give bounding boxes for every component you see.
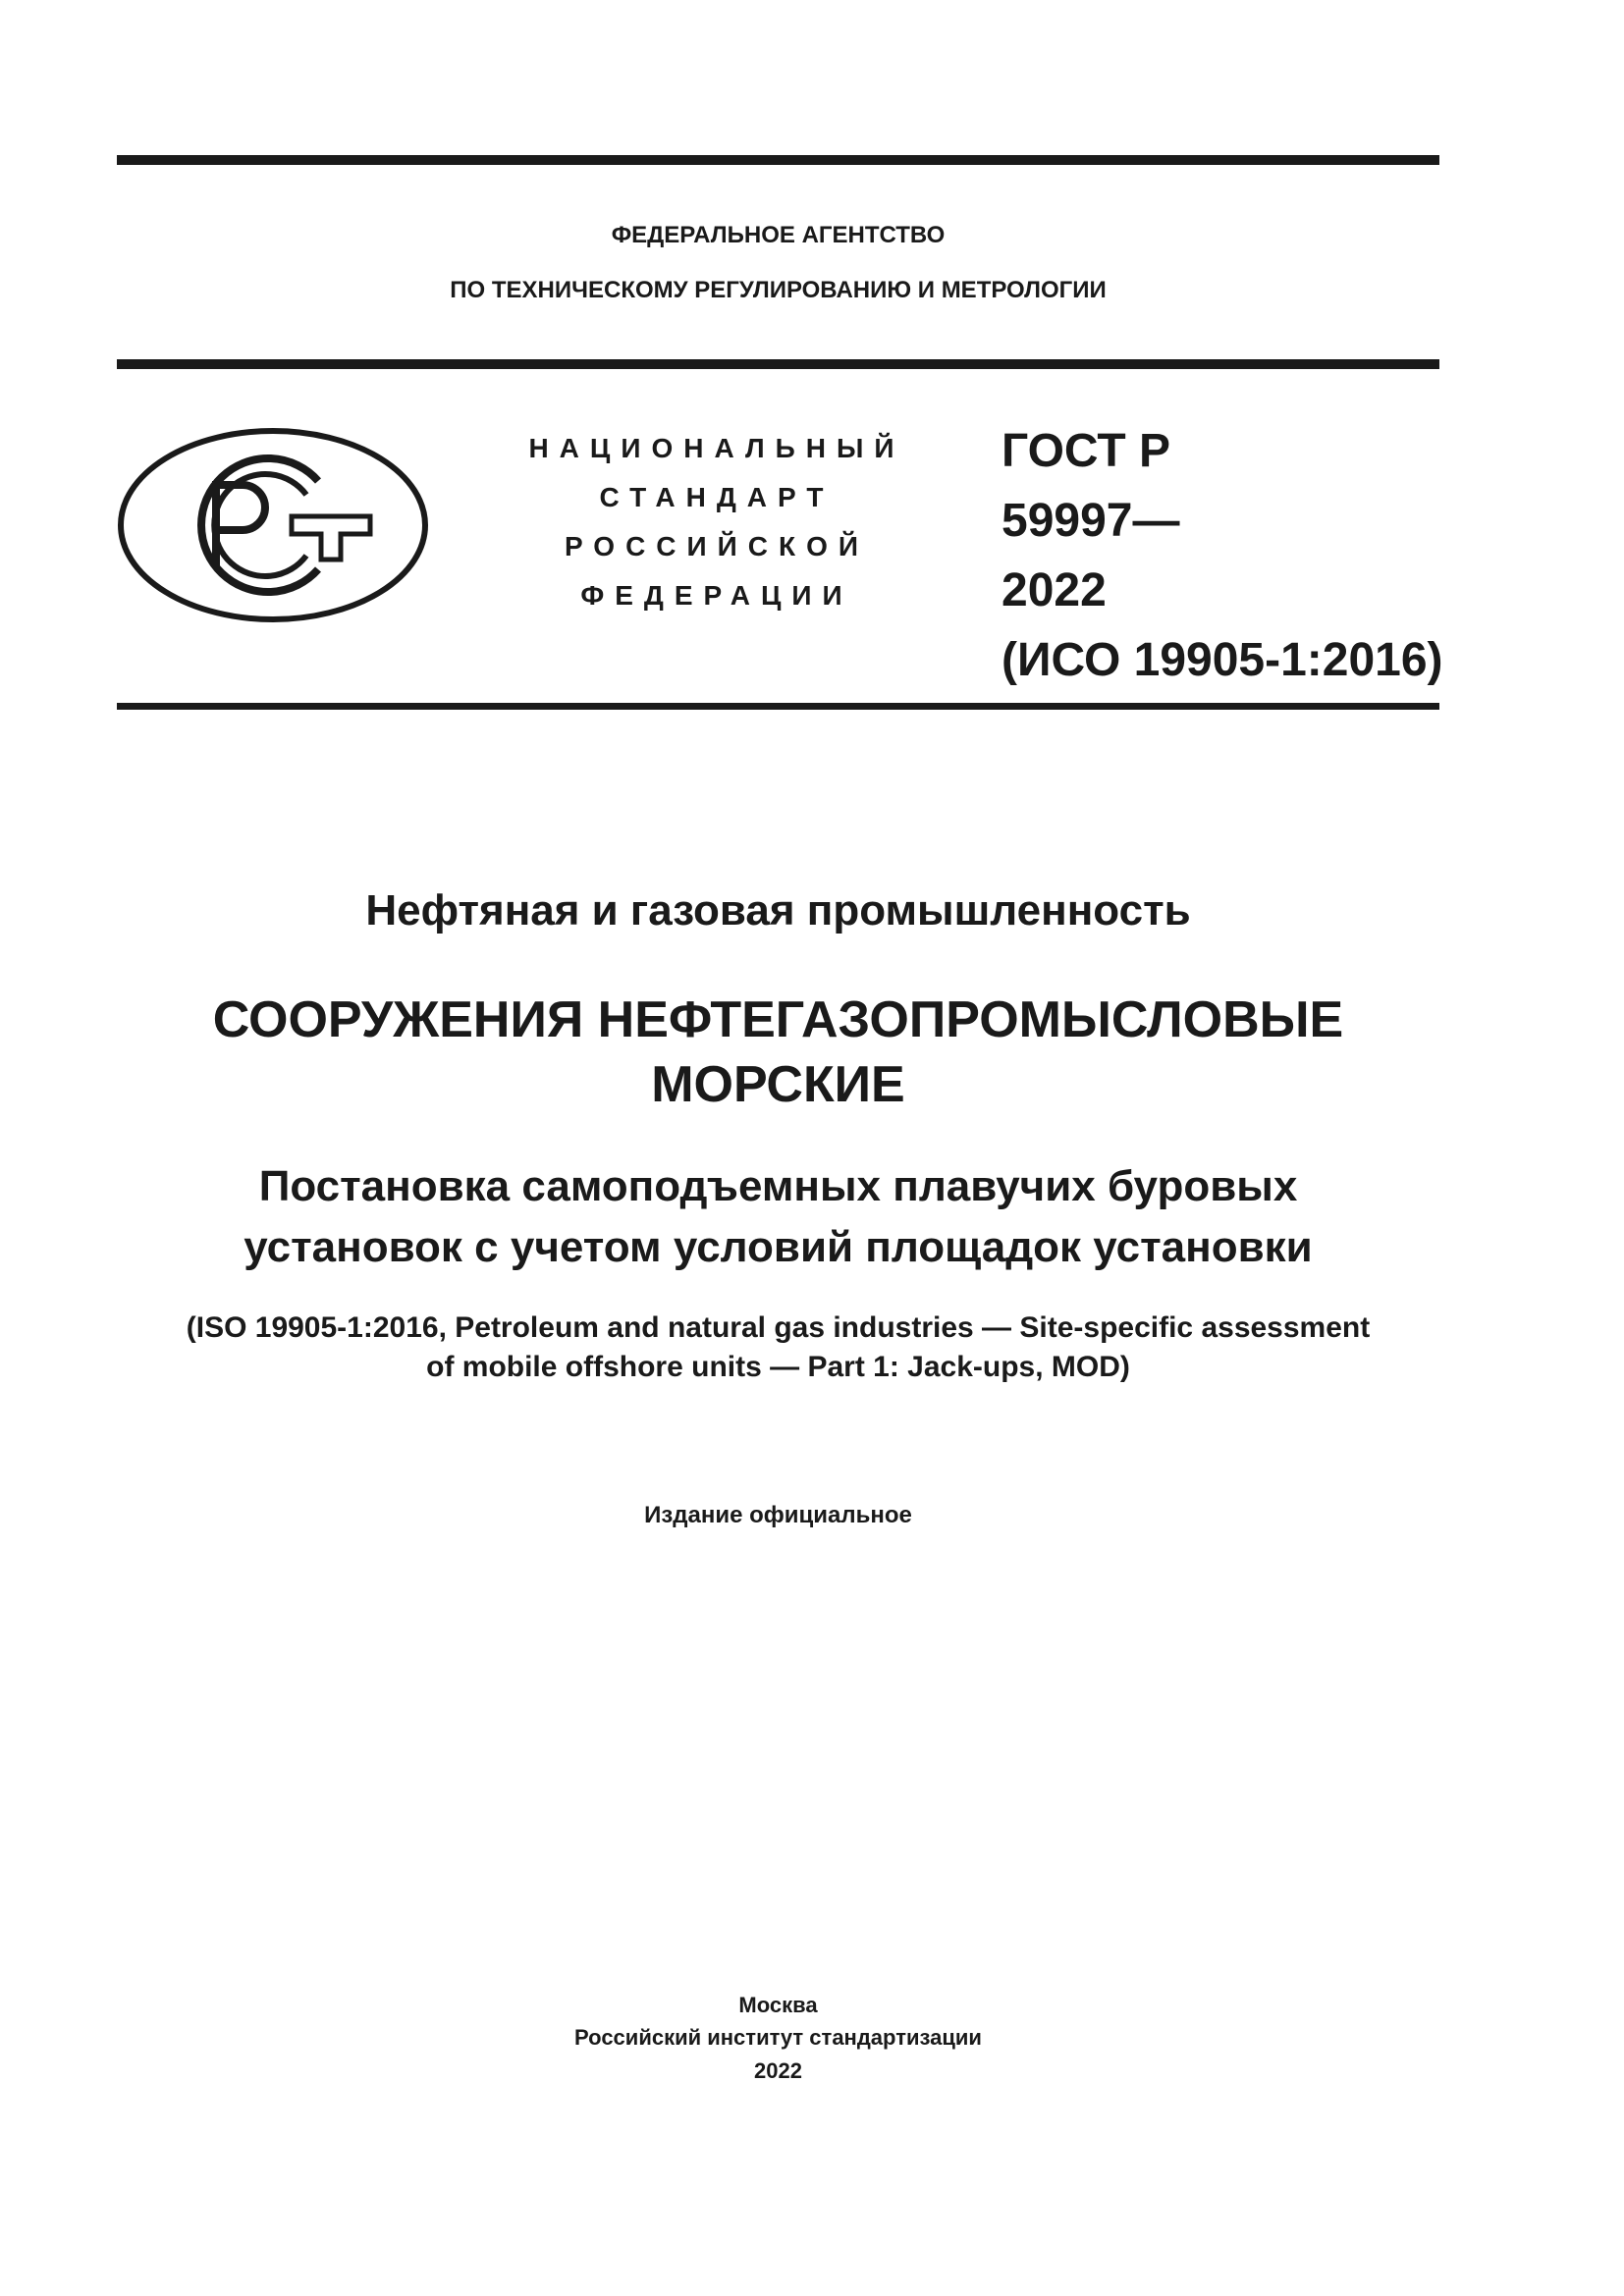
agency-name-line2: ПО ТЕХНИЧЕСКОМУ РЕГУЛИРОВАНИЮ И МЕТРОЛОГИИ <box>450 277 1107 303</box>
designation-line3: 2022 <box>1001 564 1107 616</box>
agency-name-line1: ФЕДЕРАЛЬНОЕ АГЕНТСТВО <box>611 222 946 248</box>
edition-note: Издание официальное <box>644 1502 912 1528</box>
national-standard-line3: РОССИЙСКОЙ <box>565 531 869 561</box>
publication-year: 2022 <box>754 2058 802 2083</box>
rst-logo-icon <box>117 426 429 624</box>
iso-reference <box>117 1308 1439 1387</box>
standard-designation <box>1001 416 1443 695</box>
designation-line2: 59997— <box>1001 495 1180 547</box>
header-rule <box>117 359 1439 369</box>
designation-rule <box>117 703 1439 710</box>
document-title <box>117 988 1439 1117</box>
iso-reference-line1: (ISO 19905-1:2016, Petroleum and natural gas industries — Site-specific assessment <box>186 1311 1371 1344</box>
title-line1: СООРУЖЕНИЯ НЕФТЕГАЗОПРОМЫСЛОВЫЕ <box>212 991 1344 1048</box>
national-standard-line2: СТАНДАРТ <box>599 482 835 512</box>
national-standard-label <box>496 424 938 620</box>
industry-heading: Нефтяная и газовая промышленность <box>365 886 1191 934</box>
title-line2: МОРСКИЕ <box>651 1056 905 1113</box>
top-rule <box>117 155 1439 165</box>
publisher-institute: Российский институт стандартизации <box>574 2025 982 2050</box>
document-subtitle <box>117 1156 1439 1278</box>
national-standard-line1: НАЦИОНАЛЬНЫЙ <box>528 433 905 463</box>
designation-line1: ГОСТ Р <box>1001 425 1171 477</box>
iso-reference-line2: of mobile offshore units — Part 1: Jack-ups, MOD) <box>426 1351 1130 1383</box>
publisher-city: Москва <box>738 1993 818 2017</box>
subtitle-line2: установок с учетом условий площадок установки <box>244 1223 1313 1271</box>
national-standard-line4: ФЕДЕРАЦИИ <box>580 580 853 611</box>
subtitle-line1: Постановка самоподъемных плавучих буровых <box>258 1162 1298 1210</box>
designation-line4: (ИСО 19905-1:2016) <box>1001 634 1443 686</box>
